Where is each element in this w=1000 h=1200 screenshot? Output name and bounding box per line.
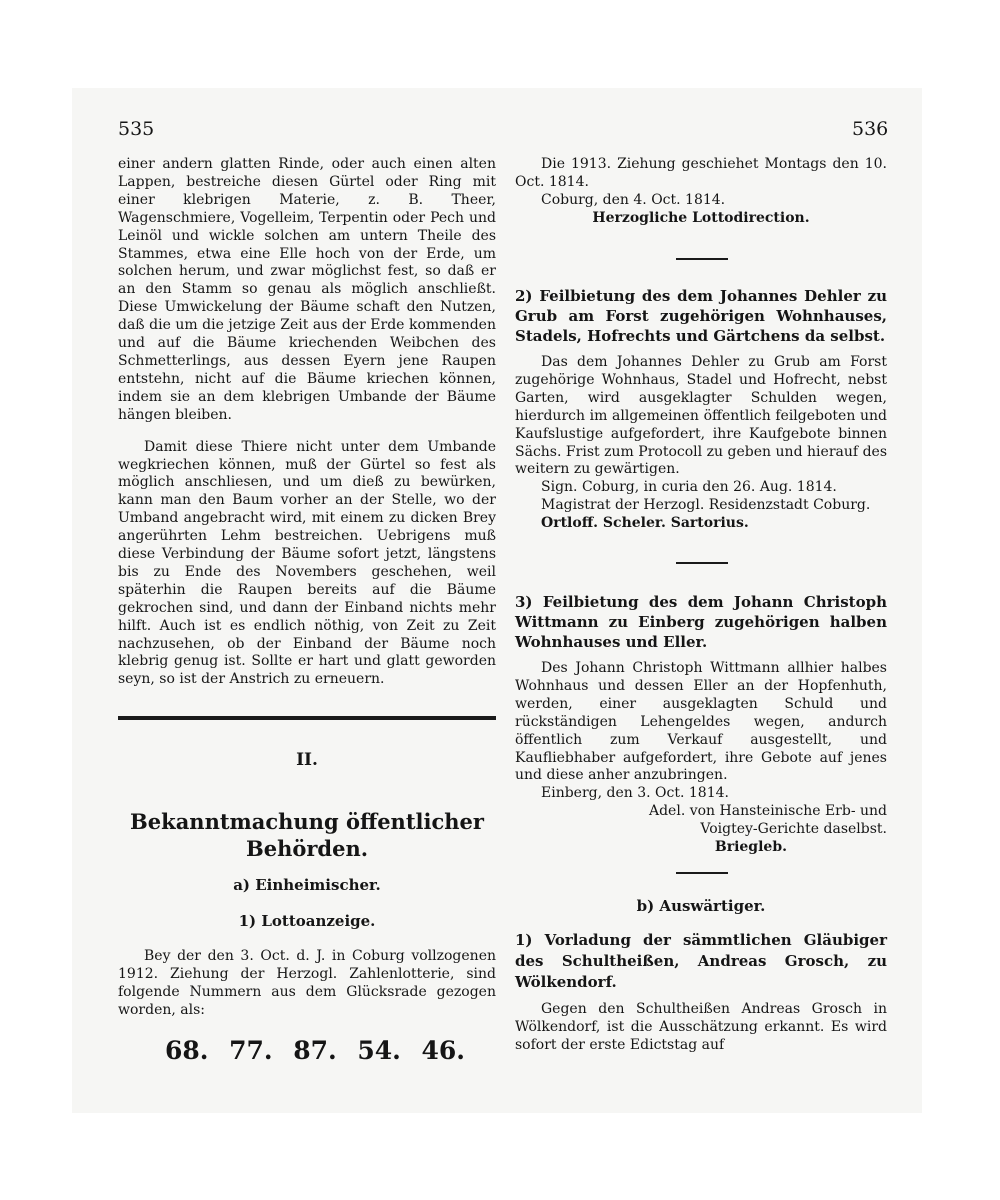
- notice-3: [515, 592, 887, 857]
- section-title-line: Behörden.: [245, 836, 369, 861]
- lotto-announcement: Bey der den 3. Oct. d. J. in Coburg vollzogenen 1912. Ziehung der Herzogl. Zahlenlotterie, sind folgende Nummern aus dem Glücksrade gezogen worden, als:: [118, 948, 496, 1018]
- dateline: Sign. Coburg, in curia den 26. Aug. 1814.: [541, 479, 837, 496]
- dateline: Coburg, den 4. Oct. 1814.: [541, 191, 726, 208]
- section-title-line: Bekanntmachung öffentlicher: [130, 809, 484, 834]
- signature: Adel. von Hansteinische Erb- und: [648, 803, 887, 820]
- divider: [676, 562, 728, 564]
- section-numeral: II.: [296, 750, 318, 770]
- notice-b1: [515, 930, 887, 1055]
- notice-2: [515, 286, 887, 533]
- left-column: [118, 156, 496, 689]
- dateline: Einberg, den 3. Oct. 1814.: [541, 785, 729, 802]
- signature: Magistrat der Herzogl. Residenzstadt Coburg.: [541, 497, 871, 514]
- divider: [676, 258, 728, 260]
- page-number-right: 536: [852, 118, 889, 140]
- signature: Briegleb.: [714, 839, 787, 856]
- drawn-number: 46.: [421, 1036, 465, 1065]
- lotto-next-draw: [515, 156, 887, 228]
- section-divider: [118, 716, 496, 720]
- drawn-number: 77.: [229, 1036, 273, 1065]
- drawn-numbers: [165, 1036, 465, 1065]
- paragraph: Des Johann Christoph Wittmann allhier halbes Wohnhaus und dessen Eller an der Hopfenhuth, werden, einer ausgeklagten Schuld und rückständigen Lehengeldes wegen, andurch öffentlich zum Verkauf ausgestellt, und Kaufliebhaber aufgefordert, ihre Gebote auf jenes und diese anher anzubringen.: [515, 660, 887, 784]
- subsection-heading: b) Auswärtiger.: [636, 897, 766, 915]
- paragraph: Die 1913. Ziehung geschiehet Montags den 10. Oct. 1814.: [515, 156, 887, 190]
- divider: [676, 872, 728, 874]
- paragraph: Das dem Johannes Dehler zu Grub am Forst zugehörige Wohnhaus, Stadel und Hofrecht, nebst Garten, wird ausgeklagter Schulden wegen, hierdurch im allgemeinen öffentlich feilgeboten und Kaufslustige aufgefordert, ihre Kaufgebote binnen Sächs. Frist zum Protocoll zu geben und hierauf des weitern zu gewärtigen.: [515, 354, 887, 478]
- item-heading: 1) Lottoanzeige.: [238, 912, 376, 930]
- section-title: [118, 808, 496, 862]
- signature: Ortloff. Scheler. Sartorius.: [541, 515, 749, 532]
- signature: Voigtey-Gerichte daselbst.: [700, 821, 887, 838]
- subsection-heading: a) Einheimischer.: [233, 876, 381, 894]
- notice-title: 2) Feilbietung des dem Johannes Dehler zu Grub am Forst zugehörigen Wohnhauses, Stadels, Hofrechts und Gärtchens da selbst.: [515, 287, 887, 345]
- page-number-left: 535: [118, 118, 155, 140]
- paragraph: einer andern glatten Rinde, oder auch einen alten Lappen, bestreiche diesen Gürtel oder Ring mit einer klebrigen Materie, z. B. Theer, Wagenschmiere, Vogelleim, Terpentin oder Pech und Leinöl und wickle solchen am untern Theile des Stammes, etwa eine Elle hoch von der Erde, um solchen herum, und zwar möglichst fest, so daß er an den Stamm so genau als möglich anschließt. Diese Umwickelung der Bäume schaft den Nutzen, daß die um die jetzige Zeit aus der Erde kommenden und auf die Bäume kriechenden Weibchen des Schmetterlings, aus dessen Eyern jene Raupen entstehn, nicht auf die Bäume kriechen können, indem sie an dem klebrigen Umbande der Bäume hängen bleiben.: [118, 156, 496, 423]
- drawn-number: 54.: [357, 1036, 401, 1065]
- paragraph: Damit diese Thiere nicht unter dem Umbande wegkriechen können, muß der Gürtel so fest als möglich anschliesen, und um dieß zu bewürken, kann man den Baum vorher an der Stelle, wo der Umband angebracht wird, mit einem zu dicken Brey angerührten Lehm bestreichen. Uebrigens muß diese Verbindung der Bäume sofort jetzt, längstens bis zu Ende des Novembers geschehen, weil späterhin die Raupen bereits auf die Bäume gekrochen sind, und dann der Einband nichts mehr hilft. Auch ist es endlich nöthig, von Zeit zu Zeit nachzusehen, ob der Einband der Bäume noch klebrig genug ist. Sollte er hart und glatt geworden seyn, so ist der Anstrich zu erneuern.: [118, 438, 496, 688]
- drawn-number: 68.: [165, 1036, 209, 1065]
- notice-title: 3) Feilbietung des dem Johann Christoph Wittmann zu Einberg zugehörigen halben Wohnhauses und Eller.: [515, 593, 887, 651]
- notice-title: 1) Vorladung der sämmtlichen Gläubiger des Schultheißen, Andreas Grosch, zu Wölkendorf.: [515, 931, 887, 991]
- signature: Herzogliche Lottodirection.: [592, 209, 810, 226]
- paragraph: Gegen den Schultheißen Andreas Grosch in Wölkendorf, ist die Ausschätzung erkannt. Es wird sofort der erste Edictstag auf: [515, 1001, 887, 1053]
- drawn-number: 87.: [293, 1036, 337, 1065]
